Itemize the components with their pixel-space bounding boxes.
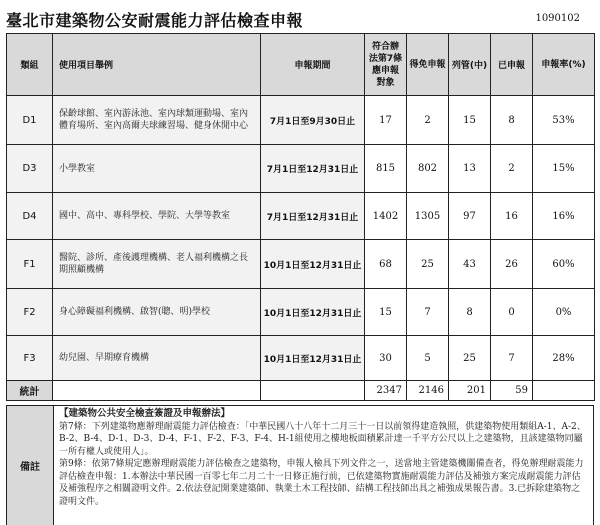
table-row xyxy=(7,289,595,336)
header-eligible: 符合辦法第7條應申報對象 xyxy=(365,34,407,96)
reported-count: 8 xyxy=(491,96,533,145)
eligible-count: 1402 xyxy=(365,193,407,240)
header-reported: 已申報 xyxy=(491,34,533,96)
totals-label: 統計 xyxy=(7,381,53,401)
controlled-count: 8 xyxy=(449,289,491,336)
exempt-count: 802 xyxy=(407,145,449,193)
usage-examples: 國中、高中、專科學校、學院、大學等教室 xyxy=(53,193,261,240)
reported-count: 0 xyxy=(491,289,533,336)
report-rate: 16% xyxy=(533,193,595,240)
table-row xyxy=(7,145,595,193)
header-exempt: 得免申報 xyxy=(407,34,449,96)
controlled-count: 43 xyxy=(449,240,491,289)
controlled-count: 97 xyxy=(449,193,491,240)
remarks-heading: 【建築物公共安全檢查簽證及申報辦法】 xyxy=(59,408,231,419)
filing-period: 7月1日至12月31日止 xyxy=(261,193,365,240)
reported-count: 7 xyxy=(491,336,533,381)
exempt-count: 1305 xyxy=(407,193,449,240)
report-rate: 53% xyxy=(533,96,595,145)
eligible-count: 815 xyxy=(365,145,407,193)
controlled-count: 13 xyxy=(449,145,491,193)
remarks-article-7: 第7條：下列建築物應辦理耐震能力評估檢查：「中華民國八十八年十二月三十一日以前領得建造執照，供建築物使用類組A-1、A-2、B-2、B-4、D-1、D-3、D-4、F-1、F-2、F-3、F-4、H-1組使用之樓地板面積累計達一千平方公尺以上之建築物，且該建築物同屬一所有權人或使用人」。 xyxy=(59,421,586,457)
eligible-count: 15 xyxy=(365,289,407,336)
header-usage: 使用項目舉例 xyxy=(53,34,261,96)
total-exempt: 2146 xyxy=(407,381,449,401)
report-table xyxy=(6,33,595,401)
filing-period: 7月1日至9月30日止 xyxy=(261,96,365,145)
usage-examples: 身心障礙福利機構、啟智(聰、明)學校 xyxy=(53,289,261,336)
eligible-count: 17 xyxy=(365,96,407,145)
exempt-count: 5 xyxy=(407,336,449,381)
table-row xyxy=(7,336,595,381)
category-code: F1 xyxy=(7,240,53,289)
reported-count: 2 xyxy=(491,145,533,193)
totals-row xyxy=(7,381,595,401)
exempt-count: 7 xyxy=(407,289,449,336)
header-controlled: 列管(中) xyxy=(449,34,491,96)
category-code: D4 xyxy=(7,193,53,240)
report-rate: 60% xyxy=(533,240,595,289)
eligible-count: 68 xyxy=(365,240,407,289)
filing-period: 7月1日至12月31日止 xyxy=(261,145,365,193)
table-row xyxy=(7,96,595,145)
remarks-section xyxy=(6,405,594,525)
usage-examples: 小學教室 xyxy=(53,145,261,193)
reported-count: 16 xyxy=(491,193,533,240)
document-code: 1090102 xyxy=(535,13,580,24)
page-title: 臺北市建築物公安耐震能力評估檢查申報 xyxy=(6,11,304,30)
filing-period: 10月1日至12月31日止 xyxy=(261,336,365,381)
report-rate: 15% xyxy=(533,145,595,193)
filing-period: 10月1日至12月31日止 xyxy=(261,289,365,336)
table-row xyxy=(7,240,595,289)
total-eligible: 2347 xyxy=(365,381,407,401)
usage-examples: 醫院、診所、產後護理機構、老人福利機構之長期照顧機構 xyxy=(53,240,261,289)
usage-examples: 保齡球館、室內游泳池、室內球類運動場、室內體育場所、室內高爾夫球練習場、健身休閒中心 xyxy=(53,96,261,145)
header-row xyxy=(7,34,595,96)
category-code: F3 xyxy=(7,336,53,381)
category-code: F2 xyxy=(7,289,53,336)
usage-examples: 幼兒園、早期療育機構 xyxy=(53,336,261,381)
reported-count: 26 xyxy=(491,240,533,289)
category-code: D1 xyxy=(7,96,53,145)
exempt-count: 2 xyxy=(407,96,449,145)
header-category: 類組 xyxy=(7,34,53,96)
report-rate: 0% xyxy=(533,289,595,336)
eligible-count: 30 xyxy=(365,336,407,381)
total-reported: 59 xyxy=(491,381,533,401)
controlled-count: 25 xyxy=(449,336,491,381)
header-period: 申報期間 xyxy=(261,34,365,96)
category-code: D3 xyxy=(7,145,53,193)
header-rate: 申報率(%) xyxy=(533,34,595,96)
report-rate: 28% xyxy=(533,336,595,381)
total-controlled: 201 xyxy=(449,381,491,401)
controlled-count: 15 xyxy=(449,96,491,145)
remarks-article-9: 第9條：依第7條規定應辦理耐震能力評估檢查之建築物，申報人檢具下列文件之一，送當地主管建築機關備查者，得免辦理耐震能力評估檢查申報：1.本辦法中華民國一百零七年二月二十一日修正施行前，已依建築物實施耐震能力評估及補強方案完成耐震能力評估及補強程序之相關證明文件。2.依法登記開業建築師、執業土木工程技師、結構工程技師出具之補強成果報告書。3.已拆除建築物之證明文件。 xyxy=(59,459,584,507)
exempt-count: 25 xyxy=(407,240,449,289)
remarks-body xyxy=(59,408,587,508)
filing-period: 10月1日至12月31日止 xyxy=(261,240,365,289)
remarks-label: 備註 xyxy=(7,406,54,525)
table-row xyxy=(7,193,595,240)
